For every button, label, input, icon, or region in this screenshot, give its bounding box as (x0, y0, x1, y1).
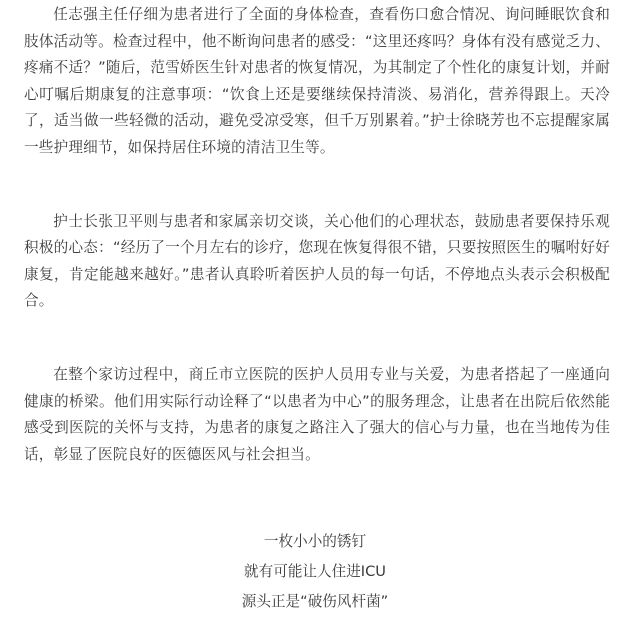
caption-line-3: 源头正是“破伤风杆菌” (241, 593, 389, 610)
article-body (24, 2, 610, 468)
caption-line-1: 一枚小小的锈钉 (263, 533, 367, 550)
paragraph-home-visit-checkup: 任志强主任仔细为患者进行了全面的身体检查，查看伤口愈合情况、询问睡眠饮食和肢体活动等。检查过程中，他不断询问患者的感受：“这里还疼吗？身体有没有感觉乏力、疼痛不适？”随后，范雪娇医生针对患者的恢复情况，为其制定了个性化的康复计划，并耐心叮嘱后期康复的注意事项：“饮食上还是要继续保持清淡、易消化，营养得跟上。天冷了，适当做一些轻微的活动，避免受凉受寒，但千万别累着。”护士徐晓芳也不忘提醒家属一些护理细节，如保持居住环境的清洁卫生等。 (24, 6, 610, 156)
paragraph-summary: 在整个家访过程中，商丘市立医院的医护人员用专业与关爱，为患者搭起了一座通向健康的桥梁。他们用实际行动诠释了“以患者为中心”的服务理念，让患者在出院后依然能感受到医院的关怀与支持，为患者的康复之路注入了强大的信心与力量，也在当地传为佳话，彰显了医院良好的医德医风与社会担当。 (24, 365, 610, 463)
centered-caption (0, 527, 630, 617)
paragraph-head-nurse-talk: 护士长张卫平则与患者和家属亲切交谈，关心他们的心理状态，鼓励患者要保持乐观积极的心态：“经历了一个月左右的诊疗，您现在恢复得很不错，只要按照医生的嘱咐好好康复，肯定能越来越好。”患者认真聆听着医护人员的每一句话，不停地点头表示会积极配合。 (24, 212, 610, 310)
caption-line-2: 就有可能让人住进ICU (244, 563, 386, 580)
